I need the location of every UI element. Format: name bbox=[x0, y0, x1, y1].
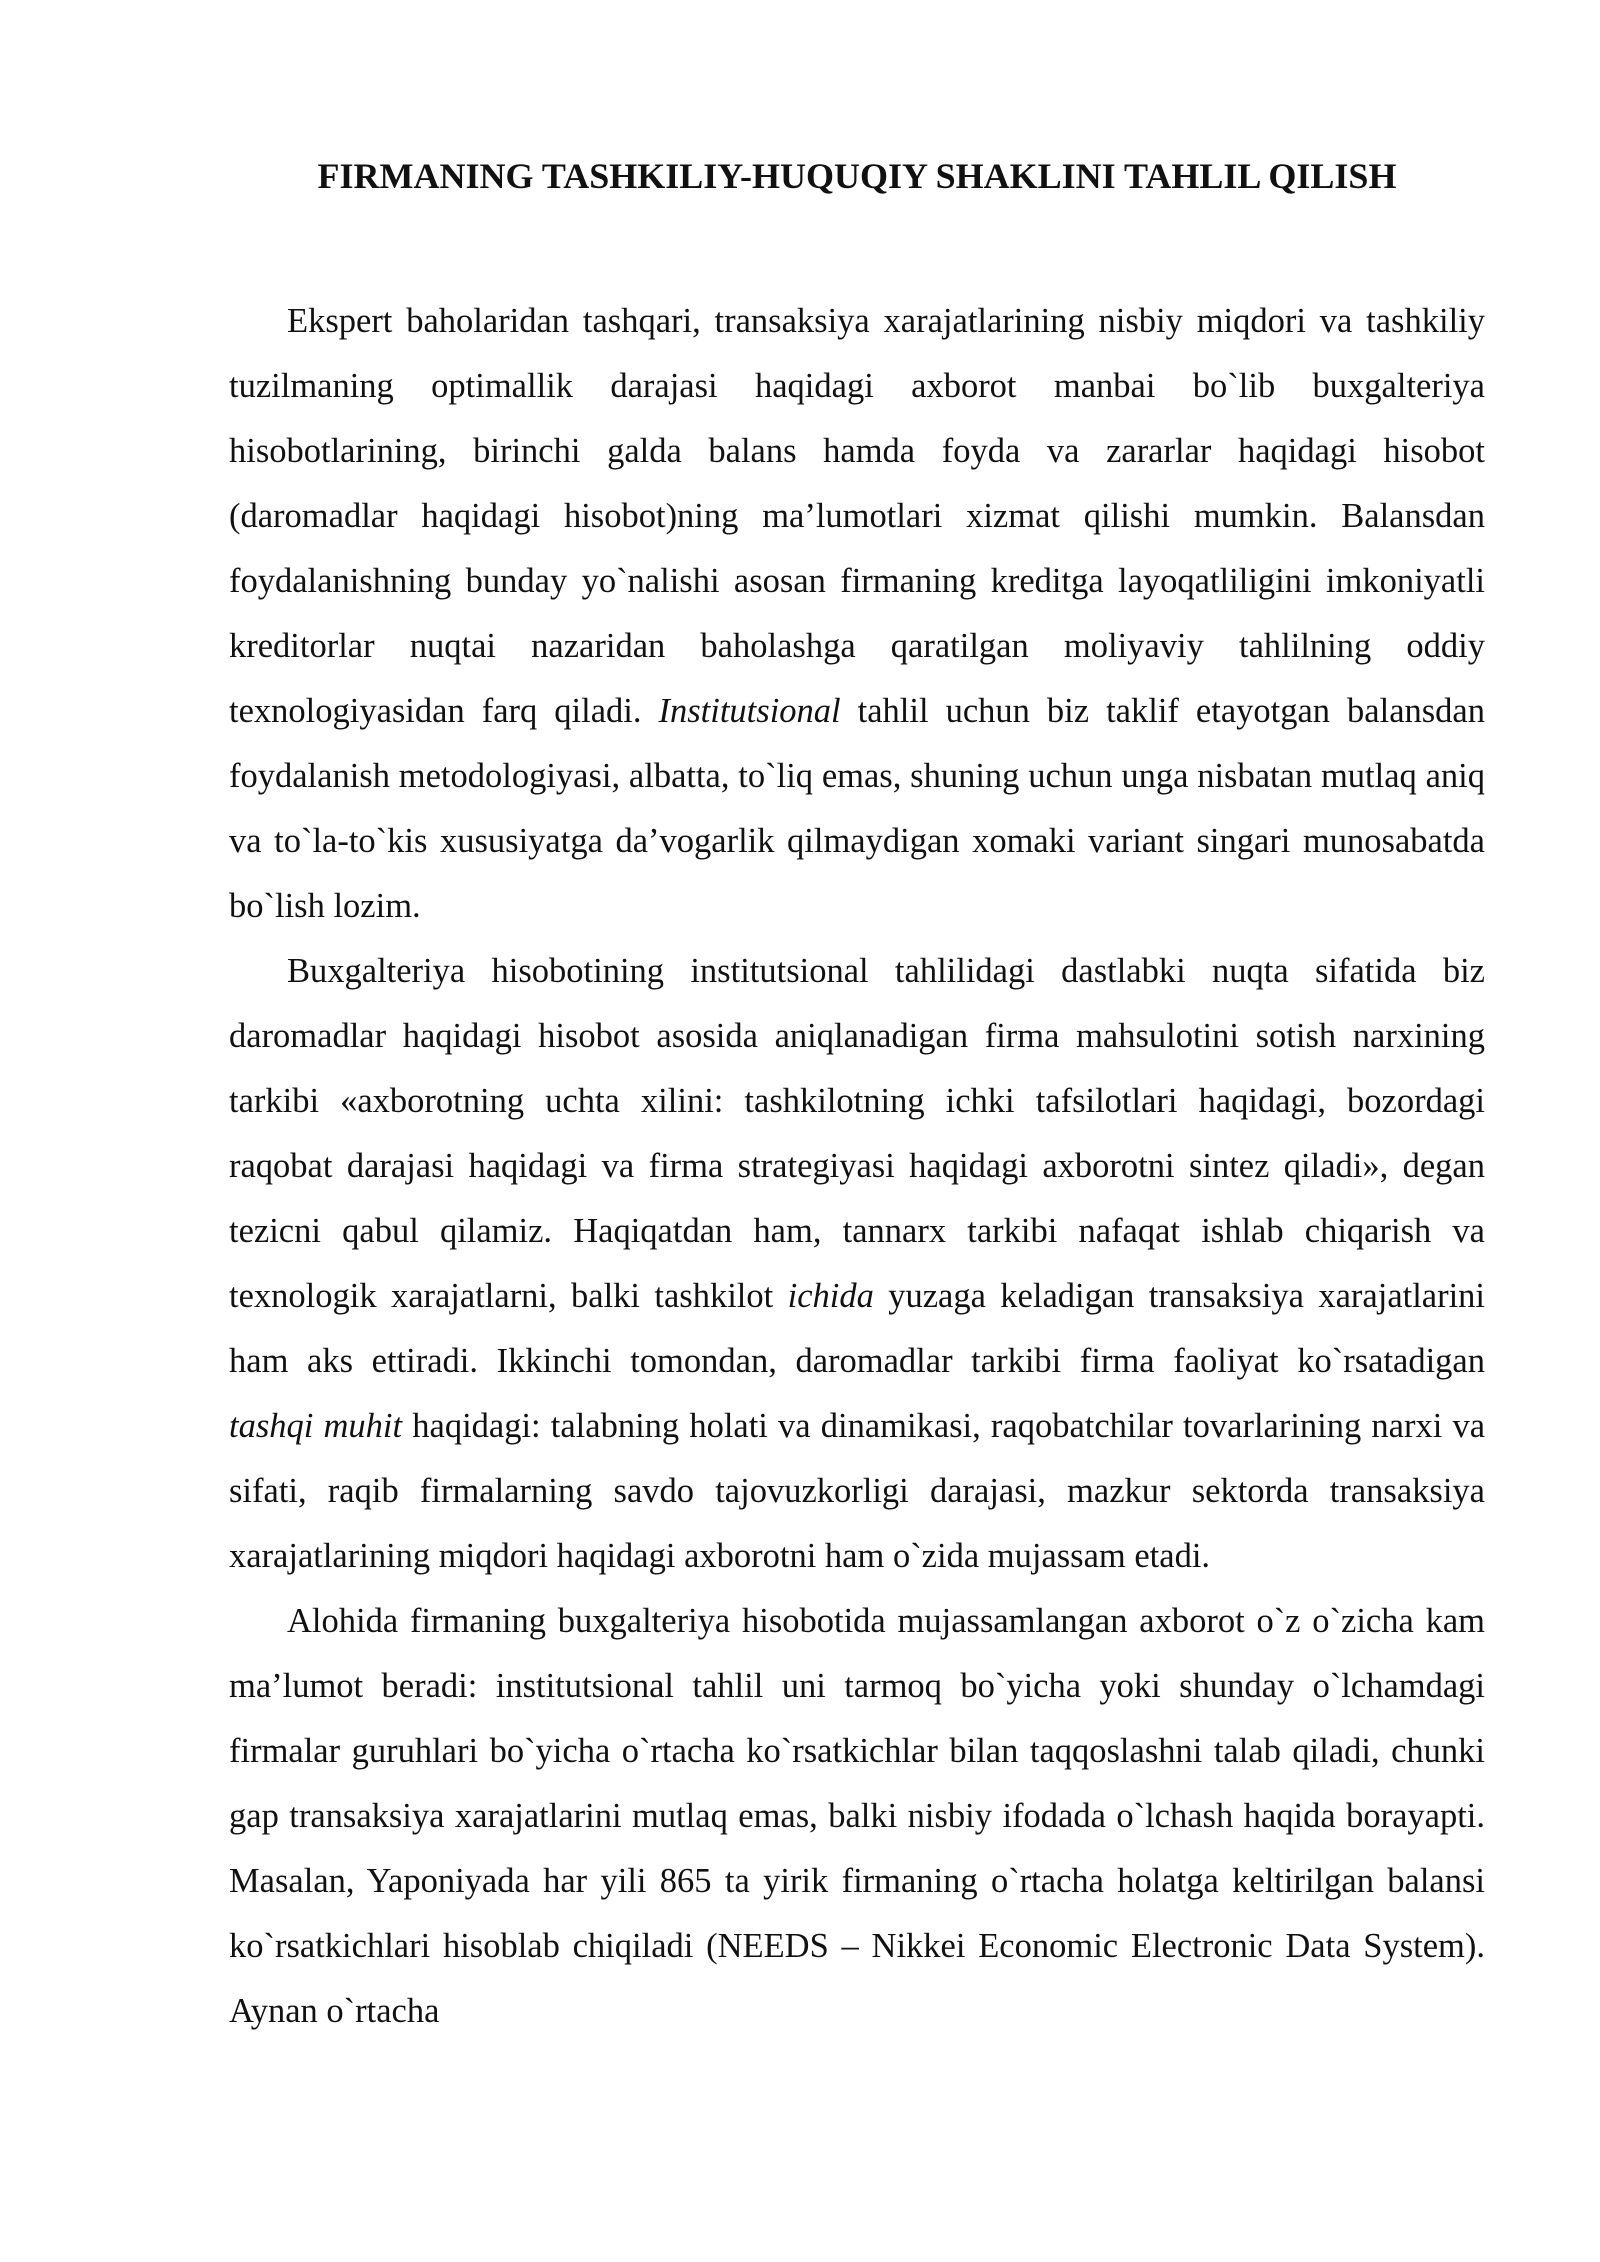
paragraph-3 bbox=[229, 1589, 1485, 2044]
paragraph-1 bbox=[229, 289, 1485, 939]
paragraph-2-italic-b: tashqi muhit bbox=[229, 1407, 403, 1445]
document-title: FIRMANING TASHKILIY-HUQUQIY SHAKLINI TAHLIL QILISH bbox=[317, 156, 1397, 196]
paragraph-2-italic-a: ichida bbox=[787, 1277, 874, 1315]
paragraph-3-text-a: Alohida firmaning buxgalteriya hisobotida mujassamlangan axborot o`z o`zicha kam ma’lumot beradi: institutsional tahlil uni tarmoq bo`yicha yoki shunday o`lchamdagi firmalar guruhlari bo`yicha o`rtacha ko`rsatkichlar bilan taqqoslashni talab qiladi, chunki gap transaksiya xarajatlarini mutlaq emas, balki nisbiy ifodada o`lchash haqida borayapti. Masalan, Yaponiyada har yili 865 ta yirik firmaning o`rtacha holatga keltirilgan balansi ko`rsatkichlari hisoblab chiqiladi (NEEDS – Nikkei Economic Electronic Data System). Aynan o`rtacha bbox=[229, 1602, 1485, 2030]
paragraph-2-text-b: yuzaga keladigan transaksiya xarajatlarini ham aks ettiradi. Ikkinchi tomondan, daromadlar tarkibi firma faoliyat ko`rsatadigan bbox=[229, 1277, 1486, 1380]
paragraph-2-text-a: Buxgalteriya hisobotining institutsional tahlilidagi dastlabki nuqta sifatida biz daromadlar haqidagi hisobot asosida aniqlanadigan firma mahsulotini sotish narxining tarkibi «axborotning uchta xilini: tashkilotning ichki tafsilotlari haqidagi, bozordagi raqobat darajasi haqidagi va firma strategiyasi haqidagi axborotni sintez qiladi», degan tezicni qabul qilamiz. Haqiqatdan ham, tannarx tarkibi nafaqat ishlab chiqarish va texnologik xarajatlarni, balki tashkilot bbox=[229, 952, 1485, 1315]
paragraph-1-italic-a: Institutsional bbox=[658, 692, 841, 730]
paragraph-2-text-c: haqidagi: talabning holati va dinamikasi, raqobatchilar tovarlarining narxi va sifati, raqib firmalarning savdo tajovuzkorligi darajasi, mazkur sektorda transaksiya xarajatlarining miqdori haqidagi axborotni ham o`zida mujassam etadi. bbox=[229, 1407, 1486, 1575]
paragraph-1-text-a: Ekspert baholaridan tashqari, transaksiya xarajatlarining nisbiy miqdori va tashkiliy tuzilmaning optimallik darajasi haqidagi axborot manbai bo`lib buxgalteriya hisobotlarining, birinchi galda balans hamda foyda va zararlar haqidagi hisobot (daromadlar haqidagi hisobot)ning ma’lumotlari xizmat qilishi mumkin. Balansdan foydalanishning bunday yo`nalishi asosan firmaning kreditga layoqatliligini imkoniyatli kreditorlar nuqtai nazaridan baholashga qaratilgan moliyaviy tahlilning oddiy texnologiyasidan farq qiladi. bbox=[229, 302, 1485, 730]
paragraph-1-text-b: tahlil uchun biz taklif etayotgan balansdan foydalanish metodologiyasi, albatta, to`liq emas, shuning uchun unga nisbatan mutlaq aniq va to`la-to`kis xususiyatga da’vogarlik qilmaydigan xomaki variant singari munosabatda bo`lish lozim. bbox=[229, 692, 1485, 925]
document-body bbox=[229, 289, 1485, 2044]
paragraph-2 bbox=[229, 939, 1485, 1589]
